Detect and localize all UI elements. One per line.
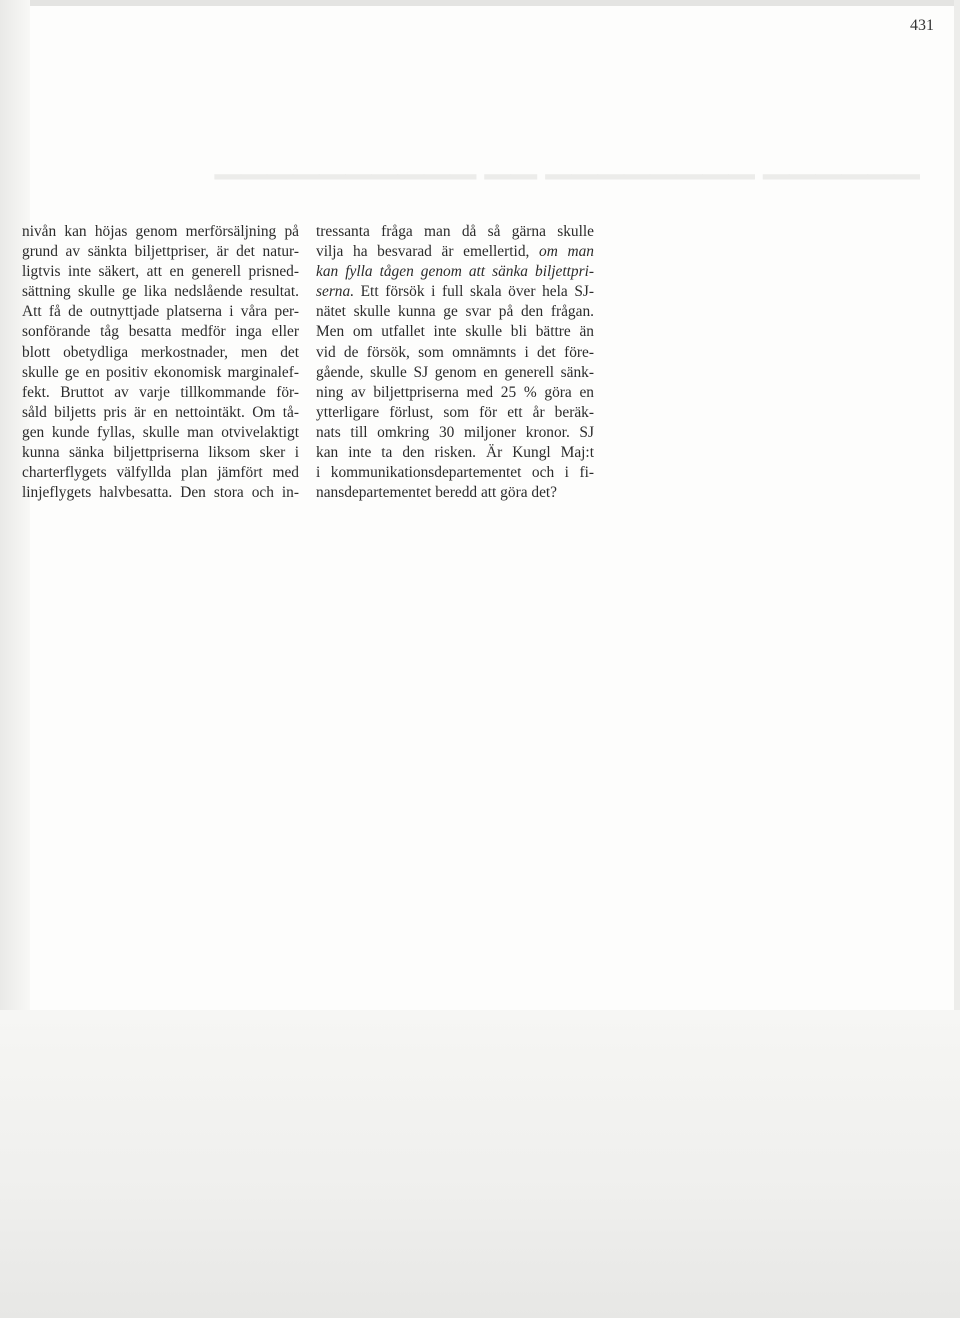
bleed-through-heading: ▁▁▁▁▁▁ ▁▁▁▁▁▁▁▁ ▁▁ ▁▁▁▁▁▁▁▁▁▁ (214, 142, 920, 179)
text-line: linjeflygets halvbesatta. Den stora och in- (22, 484, 299, 502)
text-line: Men om utfallet inte skulle bli bättre än (316, 323, 594, 341)
right-column (316, 222, 594, 503)
text-line-italic (316, 262, 594, 282)
text-line: nats till omkring 30 miljoner kronor. SJ (316, 423, 594, 441)
italic-segment: serna. (316, 283, 355, 301)
text-line: nätet skulle kunna ge svar på den frågan. (316, 303, 594, 321)
text-line: kunna sänka biljettpriserna liksom sker i (22, 444, 299, 462)
left-column (22, 222, 299, 503)
text-line: kan inte ta den risken. Är Kungl Maj:t (316, 444, 594, 462)
scan-edge-top (0, 0, 960, 6)
text-line: ytterligare förlust, som för ett år beräk- (316, 403, 594, 421)
text-line-mixed (316, 282, 594, 302)
bleed-through-block-1 (300, 505, 600, 665)
text-line: sättning skulle ge lika nedslående resultat. (22, 283, 299, 301)
text-line: såld biljetts pris är en nettointäkt. Om tå- (22, 403, 299, 421)
text-line: i kommunikationsdepartementet och i fi- (316, 464, 594, 482)
text-line: gående, skulle SJ genom en generell sänk- (316, 363, 594, 381)
text-line-mixed (316, 242, 594, 262)
text-line: ning av biljettpriserna med 25 % göra en (316, 383, 594, 401)
text-segment: Ett försök i full skala över hela SJ- (360, 283, 594, 301)
text-line: nivån kan höjas genom merförsäljning på (22, 223, 299, 240)
text-line: sonförande tåg besatta medför inga eller (22, 323, 299, 341)
page-number: 431 (910, 17, 934, 34)
text-segment: vilja ha besvarad är emellertid, (316, 243, 530, 261)
text-line: tressanta fråga man då så gärna skulle (316, 223, 594, 240)
text-line: blott obetydliga merkostnader, men det (22, 343, 299, 361)
text-line: Att få de outnyttjade platserna i våra per- (22, 303, 299, 321)
italic-segment: kan fylla tågen genom att sänka biljettpri- (316, 263, 594, 281)
text-line: fekt. Bruttot av varje tillkommande för- (22, 383, 299, 401)
text-line: vid de försök, som omnämnts i det före- (316, 343, 594, 361)
text-line: nansdepartementet beredd att göra det? (316, 484, 558, 502)
text-line: gen kunde fyllas, skulle man otvivelaktigt (22, 423, 299, 441)
text-line: charterflygets välfyllda plan jämfört med (22, 464, 299, 482)
text-line: ligtvis inte säkert, att en generell prisned- (22, 263, 299, 281)
text-line: grund av sänkta biljettpriser, är det natur- (22, 243, 299, 261)
scan-edge-bottom (0, 1010, 960, 1318)
italic-segment: om man (539, 243, 594, 261)
text-line: skulle ge en positiv ekonomisk marginalef- (22, 363, 299, 381)
